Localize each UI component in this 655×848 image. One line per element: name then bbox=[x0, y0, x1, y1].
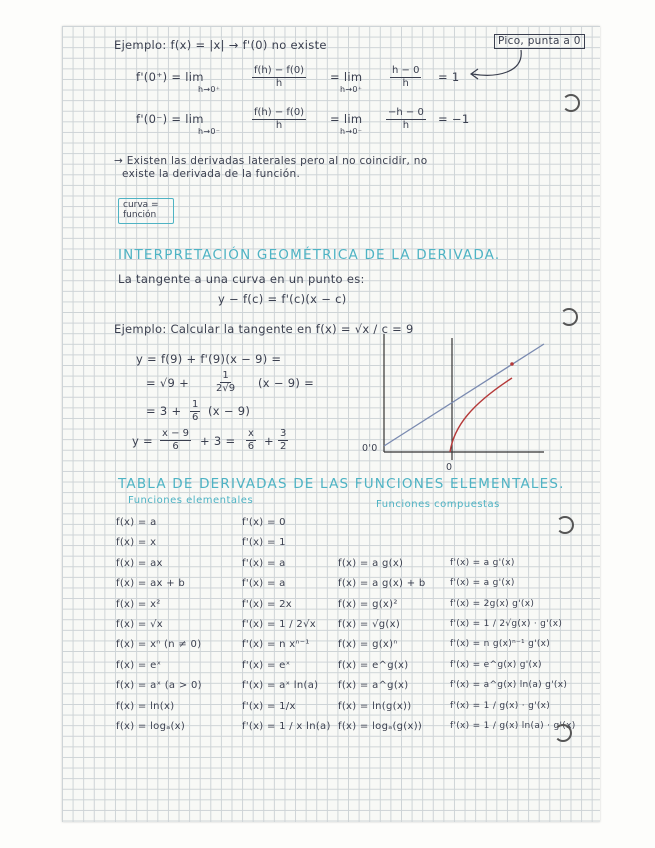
step3-frac bbox=[190, 400, 200, 423]
table-cell-g: f(x) = logₐ(g(x)) bbox=[338, 721, 423, 732]
row2-den: h bbox=[275, 120, 283, 131]
step2b: (x − 9) = bbox=[258, 376, 315, 390]
step2a: = √9 + bbox=[146, 376, 190, 390]
col-compuestas-label: Funciones compuestas bbox=[376, 499, 500, 510]
table-cell-f: f(x) = eˣ bbox=[116, 659, 162, 671]
table-cell-dg: f'(x) = 1 / 2√g(x) · g'(x) bbox=[450, 619, 563, 629]
graph-x-label: 0 bbox=[446, 462, 453, 473]
step2-frac bbox=[216, 371, 235, 394]
row2-num2: −h − 0 bbox=[388, 107, 424, 118]
row1-den2: h bbox=[402, 78, 409, 89]
row1-num: f(h) − f(0) bbox=[254, 65, 305, 76]
step4a: y = bbox=[132, 434, 153, 448]
punch-hole bbox=[556, 516, 574, 534]
note-line2: existe la derivada de la función. bbox=[122, 168, 301, 180]
row2-frac bbox=[252, 108, 306, 131]
table-cell-f: f(x) = √x bbox=[116, 619, 163, 630]
step4-den: 6 bbox=[172, 441, 179, 452]
tag-line2: función bbox=[123, 210, 157, 220]
row2-sub: h→0⁻ bbox=[198, 127, 221, 136]
punch-hole bbox=[562, 94, 580, 112]
row2-num: f(h) − f(0) bbox=[254, 107, 305, 118]
row1-den: h bbox=[275, 78, 283, 89]
row1-sub2: h→0⁺ bbox=[340, 85, 363, 94]
step4-num: x − 9 bbox=[162, 428, 190, 439]
table-cell-dg: f'(x) = 1 / g(x) · g'(x) bbox=[450, 700, 551, 711]
row1-mid: = lim bbox=[330, 70, 363, 84]
tangent-line bbox=[384, 344, 544, 446]
row2-result: = −1 bbox=[438, 112, 470, 126]
tag-line1: curva = bbox=[123, 200, 159, 210]
step1: y = f(9) + f'(9)(x − 9) = bbox=[136, 352, 282, 366]
tangent-formula: y − f(c) = f'(c)(x − c) bbox=[218, 292, 347, 306]
section2-title: TABLA DE DERIVADAS DE LAS FUNCIONES ELEMENTALES. bbox=[118, 476, 565, 492]
section1-line1: La tangente a una curva en un punto es: bbox=[118, 272, 365, 286]
table-cell-f: f(x) = x² bbox=[116, 598, 161, 610]
row1-left: f'(0⁺) = lim bbox=[136, 70, 204, 84]
sqrt-curve bbox=[450, 378, 512, 452]
step3-num: 1 bbox=[192, 399, 199, 410]
table-cell-dg: f'(x) = a g'(x) bbox=[450, 578, 515, 589]
row2-left: f'(0⁻) = lim bbox=[136, 112, 204, 126]
step4-num3: 3 bbox=[280, 428, 287, 439]
notebook-page bbox=[62, 26, 600, 822]
step4b: + 3 = bbox=[200, 434, 236, 448]
step4c: + bbox=[264, 434, 274, 448]
step2-den: 2√9 bbox=[216, 383, 236, 394]
table-cell-g: f(x) = g(x)² bbox=[338, 598, 398, 610]
table-cell-df: f'(x) = 1 / 2√x bbox=[242, 619, 316, 630]
punch-hole bbox=[560, 308, 578, 326]
table-cell-f: f(x) = ln(x) bbox=[116, 700, 175, 712]
table-cell-g: f(x) = √g(x) bbox=[338, 619, 401, 630]
step4-frac2 bbox=[246, 429, 256, 452]
graph-origin-label: 0'0 bbox=[362, 443, 378, 454]
table-cell-df: f'(x) = eˣ bbox=[242, 659, 291, 671]
tangent-graph bbox=[362, 326, 552, 476]
table-cell-df: f'(x) = 2x bbox=[242, 598, 293, 610]
table-cell-dg: f'(x) = n g(x)ⁿ⁻¹ g'(x) bbox=[450, 639, 551, 650]
example1-tag: Pico, punta a 0 bbox=[494, 34, 585, 49]
step4-num2: x bbox=[248, 428, 254, 439]
table-cell-f: f(x) = logₐ(x) bbox=[116, 721, 186, 732]
table-cell-f: f(x) = a bbox=[116, 517, 157, 528]
step3: = 3 + bbox=[146, 404, 182, 418]
step2-num: 1 bbox=[222, 370, 229, 381]
row2-sub2: h→0⁻ bbox=[340, 127, 363, 136]
row1-num2: h − 0 bbox=[392, 65, 420, 76]
note-line1: → Existen las derivadas laterales pero al no coincidir, no bbox=[114, 155, 428, 167]
row2-frac2 bbox=[386, 108, 426, 131]
table-cell-g: f(x) = a^g(x) bbox=[338, 680, 409, 692]
table-cell-dg: f'(x) = a g'(x) bbox=[450, 557, 515, 568]
step3-den: 6 bbox=[192, 412, 199, 423]
table-cell-df: f'(x) = 1/x bbox=[242, 700, 296, 712]
step4-den2: 6 bbox=[247, 441, 255, 452]
table-cell-dg: f'(x) = 1 / g(x) ln(a) · g'(x) bbox=[450, 721, 576, 731]
table-cell-df: f'(x) = 0 bbox=[242, 517, 286, 528]
table-cell-g: f(x) = g(x)ⁿ bbox=[338, 639, 398, 651]
row1-result: = 1 bbox=[438, 70, 460, 84]
section1-title: INTERPRETACIÓN GEOMÉTRICA DE LA DERIVADA. bbox=[118, 247, 501, 263]
curva-funcion-box bbox=[118, 198, 174, 224]
col-elementales-label: Funciones elementales bbox=[128, 495, 254, 506]
table-cell-g: f(x) = a g(x) bbox=[338, 557, 404, 569]
row2-mid: = lim bbox=[330, 112, 363, 126]
table-cell-g: f(x) = e^g(x) bbox=[338, 659, 409, 671]
table-cell-df: f'(x) = aˣ ln(a) bbox=[242, 680, 319, 692]
step3b: (x − 9) bbox=[208, 404, 251, 418]
table-cell-df: f'(x) = a bbox=[242, 557, 286, 569]
table-cell-df: f'(x) = 1 bbox=[242, 537, 286, 549]
step4-den3: 2 bbox=[280, 441, 287, 452]
arrow-icon bbox=[466, 48, 526, 88]
table-cell-dg: f'(x) = e^g(x) g'(x) bbox=[450, 659, 542, 670]
row1-frac2 bbox=[390, 66, 421, 89]
row2-den2: h bbox=[402, 120, 410, 131]
table-cell-df: f'(x) = a bbox=[242, 578, 286, 590]
table-cell-f: f(x) = xⁿ (n ≠ 0) bbox=[116, 639, 202, 651]
row1-sub: h→0⁺ bbox=[198, 85, 221, 94]
table-cell-f: f(x) = x bbox=[116, 537, 157, 549]
step4-frac3 bbox=[278, 429, 288, 452]
example1-line: Ejemplo: f(x) = |x| → f'(0) no existe bbox=[114, 38, 327, 52]
table-cell-f: f(x) = aˣ (a > 0) bbox=[116, 680, 202, 692]
step4-frac bbox=[160, 429, 191, 452]
table-cell-df: f'(x) = 1 / x ln(a) bbox=[242, 721, 331, 732]
punch-hole bbox=[554, 724, 572, 742]
row1-frac bbox=[252, 66, 306, 89]
example2-line: Ejemplo: Calcular la tangente en f(x) = √x / c = 9 bbox=[114, 322, 414, 336]
table-cell-df: f'(x) = n xⁿ⁻¹ bbox=[242, 639, 310, 651]
table-cell-g: f(x) = ln(g(x)) bbox=[338, 700, 412, 712]
table-cell-dg: f'(x) = 2g(x) g'(x) bbox=[450, 598, 535, 609]
table-cell-dg: f'(x) = a^g(x) ln(a) g'(x) bbox=[450, 680, 568, 691]
tangent-point bbox=[510, 362, 514, 366]
table-cell-f: f(x) = ax + b bbox=[116, 578, 186, 590]
table-cell-g: f(x) = a g(x) + b bbox=[338, 578, 426, 590]
table-cell-f: f(x) = ax bbox=[116, 557, 163, 569]
